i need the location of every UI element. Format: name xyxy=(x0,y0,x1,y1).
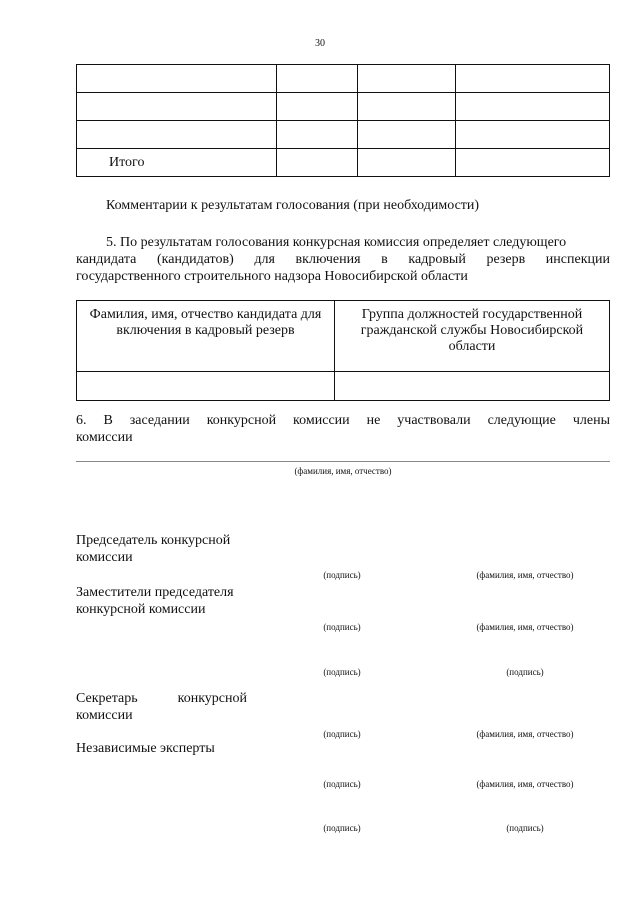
name-caption: (фамилия, имя, отчество) xyxy=(476,729,574,739)
name-caption: (фамилия, имя, отчество) xyxy=(476,779,574,789)
section5-line3: государственного строительного надзора Новосибирской области xyxy=(76,269,468,284)
absent-members-line xyxy=(76,461,610,462)
table-cell xyxy=(358,121,456,149)
table-row xyxy=(77,65,610,93)
signature-caption: (подпись) xyxy=(323,729,361,739)
table-row-total xyxy=(77,149,610,177)
table-cell xyxy=(277,93,358,121)
position-group-header: Группа должностей государственной гражданской службы Новосибирской области xyxy=(335,301,610,372)
table-header-row xyxy=(77,301,610,372)
signature-caption: (подпись) xyxy=(323,570,361,580)
section6-line1: 6. В заседании конкурсной комиссии не участвовали следующие члены xyxy=(76,413,610,428)
signature-caption: (подпись) xyxy=(506,823,544,833)
section6-line2: комиссии xyxy=(76,430,133,445)
results-table xyxy=(76,64,610,177)
table-row xyxy=(77,372,610,401)
table-cell xyxy=(456,121,610,149)
table-cell xyxy=(277,65,358,93)
table-cell xyxy=(358,149,456,177)
comments-line: Комментарии к результатам голосования (при необходимости) xyxy=(106,198,480,213)
chair-label: Председатель конкурсной комиссии xyxy=(76,533,231,565)
name-caption: (фамилия, имя, отчество) xyxy=(476,622,574,632)
signature-caption: (подпись) xyxy=(323,823,361,833)
table-cell xyxy=(358,93,456,121)
reserve-table xyxy=(76,300,610,401)
deputies-label: Заместители председателя конкурсной комиссии xyxy=(76,585,234,617)
table-cell xyxy=(456,149,610,177)
section5-line2: кандидата (кандидатов) для включения в кадровый резерв инспекции xyxy=(76,252,610,267)
signature-caption: (подпись) xyxy=(323,779,361,789)
table-cell xyxy=(456,93,610,121)
signature-caption: (подпись) xyxy=(323,667,361,677)
table-cell xyxy=(456,65,610,93)
page-number: 30 xyxy=(315,38,325,49)
section5-line1: 5. По результатам голосования конкурсная комиссия определяет следующего xyxy=(106,235,567,250)
signature-caption: (подпись) xyxy=(323,622,361,632)
table-cell xyxy=(277,121,358,149)
table-cell xyxy=(77,372,335,401)
name-caption: (фамилия, имя, отчество) xyxy=(476,570,574,580)
fio-caption: (фамилия, имя, отчество) xyxy=(294,466,392,476)
table-cell xyxy=(335,372,610,401)
experts-label: Независимые эксперты xyxy=(76,741,215,756)
table-cell xyxy=(77,93,277,121)
secretary-label-line1 xyxy=(76,690,247,724)
total-label: Итого xyxy=(77,149,277,177)
table-cell xyxy=(77,121,277,149)
table-cell xyxy=(77,65,277,93)
table-cell xyxy=(277,149,358,177)
secretary-label: Секретарь конкурсной комиссии xyxy=(76,691,247,723)
table-row xyxy=(77,121,610,149)
signature-caption: (подпись) xyxy=(506,667,544,677)
table-row xyxy=(77,93,610,121)
table-cell xyxy=(358,65,456,93)
candidate-name-header: Фамилия, имя, отчество кандидата для включения в кадровый резерв xyxy=(77,301,335,372)
